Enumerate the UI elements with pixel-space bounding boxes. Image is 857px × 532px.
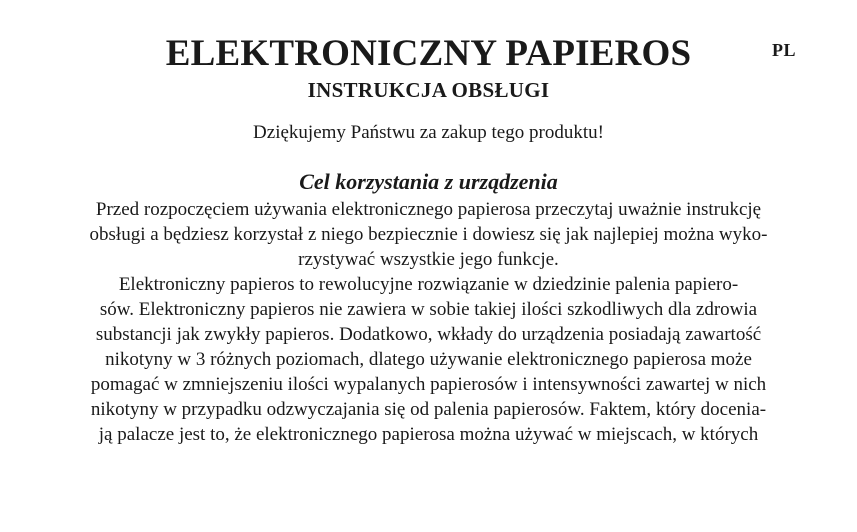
document-title: ELEKTRONICZNY PAPIEROS [165, 33, 692, 74]
body-text [54, 197, 803, 447]
document-subtitle: INSTRUKCJA OBSŁUGI [307, 78, 550, 102]
body-line: pomagać w zmniejszeniu ilości wypalanych papierosów i intensywności zawartej w nich [90, 374, 767, 395]
thank-you-note: Dziękujemy Państwu za zakup tego produktu! [253, 122, 604, 143]
body-line: substancji jak zwykły papieros. Dodatkowo, wkłady do urządzenia posiadają zawartość [95, 324, 762, 345]
body-line: Elektroniczny papieros to rewolucyjne rozwiązanie w dziedzinie palenia papiero- [118, 274, 739, 295]
language-code: PL [772, 40, 797, 60]
section-heading: Cel korzystania z urządzenia [299, 169, 558, 194]
body-line: Przed rozpoczęciem używania elektronicznego papierosa przeczytaj uważnie instrukcję [95, 199, 762, 220]
body-line: nikotyny w 3 różnych poziomach, dlatego używanie elektronicznego papierosa może [105, 349, 752, 370]
body-line: rzystywać wszystkie jego funkcje. [298, 249, 559, 270]
body-line: ją palacze jest to, że elektronicznego papierosa można używać w miejscach, w których [98, 424, 759, 445]
body-line: sów. Elektroniczny papieros nie zawiera w sobie takiej ilości szkodliwych dla zdrowia [99, 299, 758, 320]
body-line: obsługi a będziesz korzystał z niego bezpiecznie i dowiesz się jak najlepiej można wyko- [89, 224, 768, 245]
body-line: nikotyny w przypadku odzwyczajania się od palenia papierosów. Faktem, który docenia- [90, 399, 767, 420]
